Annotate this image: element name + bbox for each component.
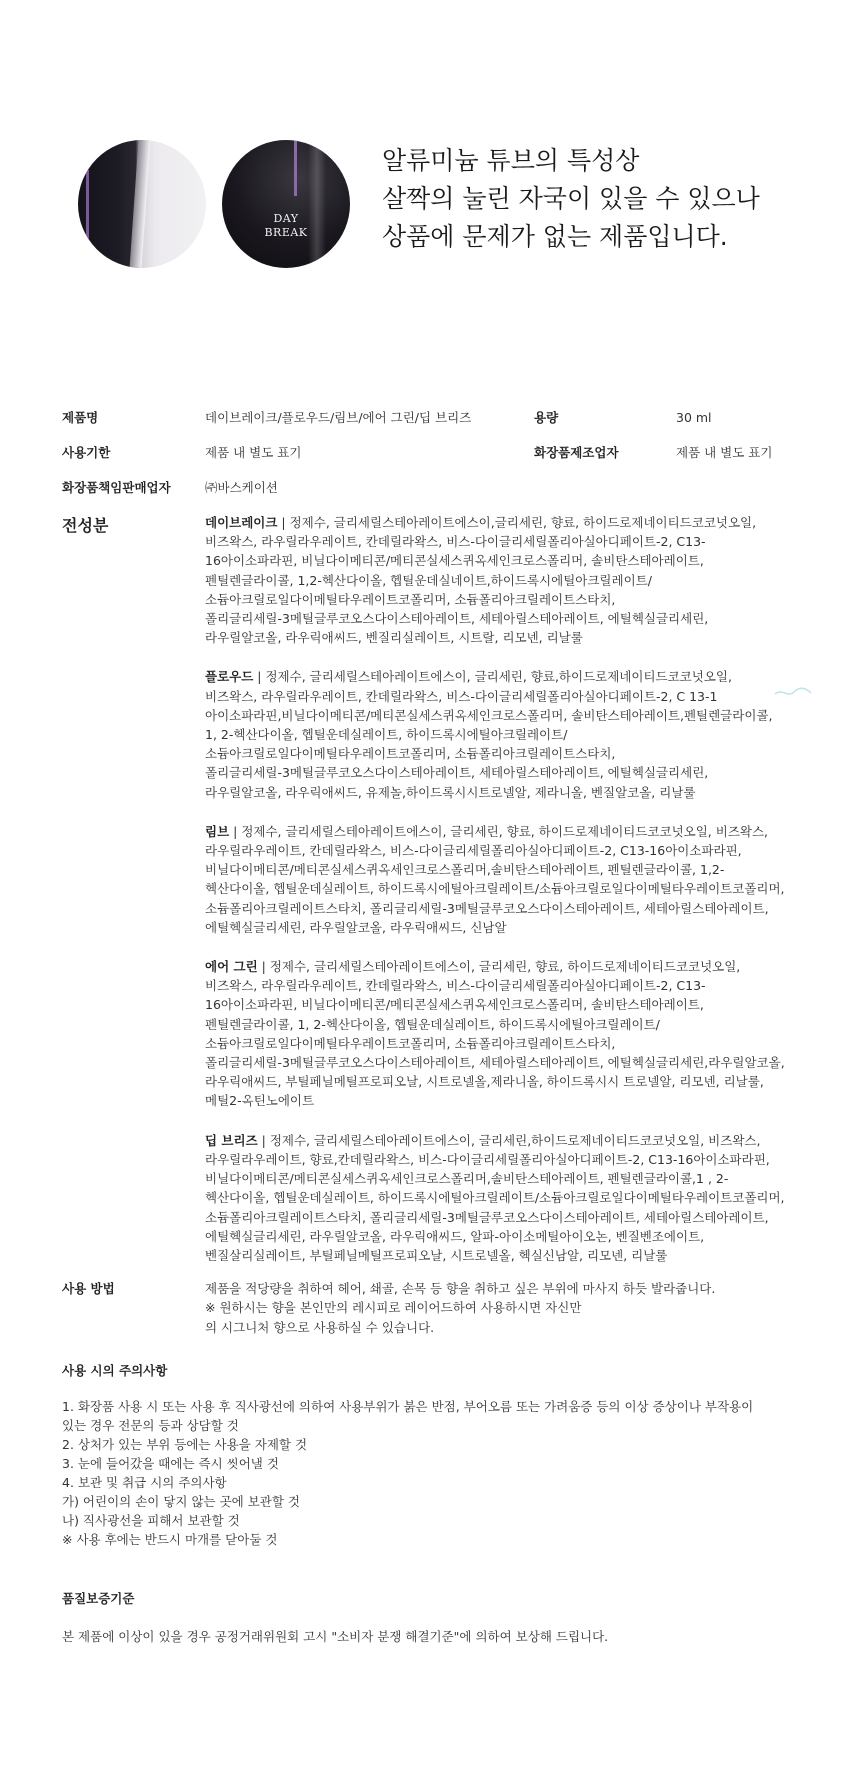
volume-value: 30 ml — [676, 410, 712, 425]
ingredient-daybreak — [205, 513, 785, 647]
ingredient-name: 데이브레이크 — [205, 515, 278, 530]
quality-text: 본 제품에 이상이 있을 경우 공정거래위원회 고시 "소비자 분쟁 해결기준"에 의하여 보상해 드립니다. — [62, 1628, 609, 1644]
manufacturer-value: 제품 내 별도 표기 — [676, 445, 773, 460]
ingredient-text: | 정제수, 글리세릴스테아레이트에스이, 글리세린, 향료,하이드로제네이티드코코넛오일, 비즈왁스, 라우릴라우레이트, 칸데릴라왁스, 비스-다이글리세릴폴리아실아디페이트-2, C 13-1 아이소파라핀,비닐다이메티콘/메티콘실세스퀴옥세인크로스폴리머, 솔비탄스테아레이트,펜틸렌글라이콜, 1, 2-헥산다이올, 헵틸운데실레이트, 하이드록시에틸아크릴레이트/소듐아크릴로일다이메틸타우레이트코폴리머, 소듐폴리아크릴레이트스타치, 폴리글리세릴-3메틸글루코오스다이스테아레이트, 세테아릴스테아레이트, 에틸헥실글리세린, 라우릴알코올, 라우릭애씨드, 유제놀,하이드록시시트로넬알, 제라니올, 벤질알코올, 리날룰 — [205, 669, 773, 800]
seller-value: ㈜바스케이션 — [205, 480, 278, 495]
ingredient-text: | 정제수, 글리세릴스테아레이트에스이,글리세린, 향료, 하이드로제네이티드코코넛오일, 비즈왁스, 라우릴라우레이트, 칸데릴라왁스, 비스-다이글리세릴폴리아실아디페이트-2, C13-16아이소파라핀, 비닐다이메티콘/메티콘실세스퀴옥세인크로스폴리머, 솔비탄스테아레이트, 펜틸렌글라이콜, 1,2-헥산다이올, 헵틸운데실네이트,하이드록시에틸아크릴레이트/소듐아크릴로일다이메틸타우레이트코폴리머, 소듐폴리아크릴레이트스타치, 폴리글리세릴-3메틸글루코오스다이스테아레이트, 세테아릴스테아레이트, 에틸헥실글리세린, 라우릴알코올, 라우릭애씨드, 벤질리실레이트, 시트랄, 리모넨, 리날룰 — [205, 515, 757, 646]
info-row-seller — [62, 478, 792, 513]
ingredient-name: 림브 — [205, 823, 230, 839]
product-name-label: 제품명 — [62, 410, 99, 425]
seller-label: 화장품책임판매업자 — [62, 480, 171, 495]
ingredient-limb — [205, 822, 785, 937]
ingredient-name: 플로우드 — [205, 669, 254, 685]
usage-block — [62, 1279, 792, 1337]
usage-label: 사용 방법 — [62, 1281, 115, 1297]
expiry-label: 사용기한 — [62, 445, 111, 460]
volume-label: 용량 — [534, 410, 559, 425]
ingredient-name: 에어 그린 — [205, 959, 258, 975]
tube-purple-line — [294, 140, 297, 196]
tube-sheen — [308, 140, 326, 268]
quality-title: 품질보증기준 — [62, 1590, 135, 1606]
product-info-section — [62, 408, 792, 1646]
caution-list: 1. 화장품 사용 시 또는 사용 후 직사광선에 의하여 사용부위가 붉은 반점, 부어오름 또는 가려움증 등의 이상 증상이나 부작용이 있는 경우 전문의 등과 상담할 것 2. 상처가 있는 부위 등에는 사용을 자제할 것 3. 눈에 들어갔을 때에는 즉시 씻어낼 것 4. 보관 및 취급 시의 주의사항 가) 어린이의 손이 닿지 않는 곳에 보관할 것 나) 직사광선을 피해서 보관할 것 ※ 사용 후에는 반드시 마개를 닫아둘 것 — [62, 1398, 754, 1547]
hero-headline: 알류미늄 튜브의 특성상 살짝의 눌린 자국이 있을 수 있으나 상품에 문제가 없는 제품입니다. — [382, 146, 760, 251]
manufacturer-label: 화장품제조업자 — [534, 445, 619, 460]
ingredients-label: 전성분 — [62, 516, 109, 535]
info-row-product-name — [62, 408, 792, 443]
ingredient-text: | 정제수, 글리세릴스테아레이트에스이, 글리세린, 향료, 하이드로제네이티드코코넛오일, 비즈왁스, 라우릴라우레이트, 칸데릴라왁스, 비스-다이글리세릴폴리아실아디페이트-2, C13-16아이소파라핀, 비닐다이메티콘/메티콘실세스퀴옥세인크로스폴리머, 솔비탄스테아레이트, 펜틸렌글라이콜, 1, 2-헥산다이올, 헵틸운데실레이트, 하이드록시에틸아크릴레이트/소듐아크릴로일다이메틸타우레이트코폴리머, 소듐폴리아크릴레이트스타치, 폴리글리세릴-3메틸글루코오스다이스테아레이트, 세테아릴스테아레이트, 에틸헥실글리세린,라우릴알코올, 라우릭애씨드, 부틸페닐메틸프로피오날, 시트로넬올,제라니올, 하이드록시시 트로넬알, 리모넨, 리날룰, 메틸2-옥틴노에이트 — [205, 959, 785, 1109]
product-detail-photo-1 — [78, 140, 206, 268]
tube-purple-line — [86, 170, 89, 268]
ingredients-list — [205, 513, 785, 1265]
ingredient-name: 딥 브리즈 — [205, 1132, 258, 1148]
ingredient-deep-breeze — [205, 1131, 785, 1265]
ingredient-flowed — [205, 667, 785, 801]
product-logo-text: DAY BREAK — [264, 212, 308, 239]
expiry-value: 제품 내 별도 표기 — [205, 445, 302, 460]
ingredients-block — [62, 513, 792, 1265]
tube-edge — [130, 140, 151, 268]
ingredient-text: | 정제수, 글리세릴스테아레이트에스이, 글리세린,하이드로제네이티드코코넛오일, 비즈왁스, 라우릴라우레이트, 향료,칸데릴라왁스, 비스-다이글리세릴폴리아실아디페이트-2, C13-16아이소파라핀, 비닐다이메티콘/메티콘실세스퀴옥세인크로스폴리머,솔비탄스테아레이트, 펜틸렌글라이콜,1 , 2-헥산다이올, 헵틸운데실레이트, 하이드록시에틸아크릴레이트/소듐아크릴로일다이메틸타우레이트코폴리머, 소듐폴리아크릴레이트스타치, 폴리글리세릴-3메틸글루코오스다이스테아레이트, 세테아릴스테아레이트, 에틸헥실글리세린, 라우릴알코올, 라우릭애씨드, 알파-아이소메틸아이오논, 벤질벤조에이트, 벤질살리실레이트, 부틸페닐메틸프로피오날, 시트로넬올, 헥실신남알, 리모넨, 리날룰 — [205, 1132, 785, 1263]
caution-title: 사용 시의 주의사항 — [62, 1362, 168, 1378]
ingredient-text: | 정제수, 글리세릴스테아레이트에스이, 글리세린, 향료, 하이드로제네이티드코코넛오일, 비즈왁스, 라우릴라우레이트, 칸데릴라왁스, 비스-다이글리세릴폴리아실아디페이트-2, C13-16아이소파라핀, 비닐다이메티콘/메티콘실세스퀴옥세인크로스폴리머,솔비탄스테아레이트, 펜틸렌글라이콜, 1,2-헥산다이올, 헵틸운데실레이트, 하이드록시에틸아크릴레이트/소듐아크릴로일다이메틸타우레이트코폴리머, 소듐폴리아크릴레이트스타치, 폴리글리세릴-3메틸글루코오스다이스테아레이트, 세테아릴스테아레이트, 에틸헥실글리세린, 라우릴알코올, 라우릭애씨드, 신남알 — [205, 823, 785, 935]
hero-section — [0, 0, 860, 380]
usage-text: 제품을 적당량을 취하여 헤어, 쇄골, 손목 등 향을 취하고 싶은 부위에 마사지 하듯 발라줍니다. ※ 원하시는 향을 본인만의 레시피로 레이어드하여 사용하시면 자신만 의 시그니처 향으로 사용하실 수 있습니다. — [205, 1281, 716, 1335]
info-row-expiry — [62, 443, 792, 478]
ingredient-air-green — [205, 957, 785, 1111]
product-detail-photo-2 — [222, 140, 350, 268]
product-name-value: 데이브레이크/플로우드/림브/에어 그린/딥 브리즈 — [205, 410, 472, 425]
